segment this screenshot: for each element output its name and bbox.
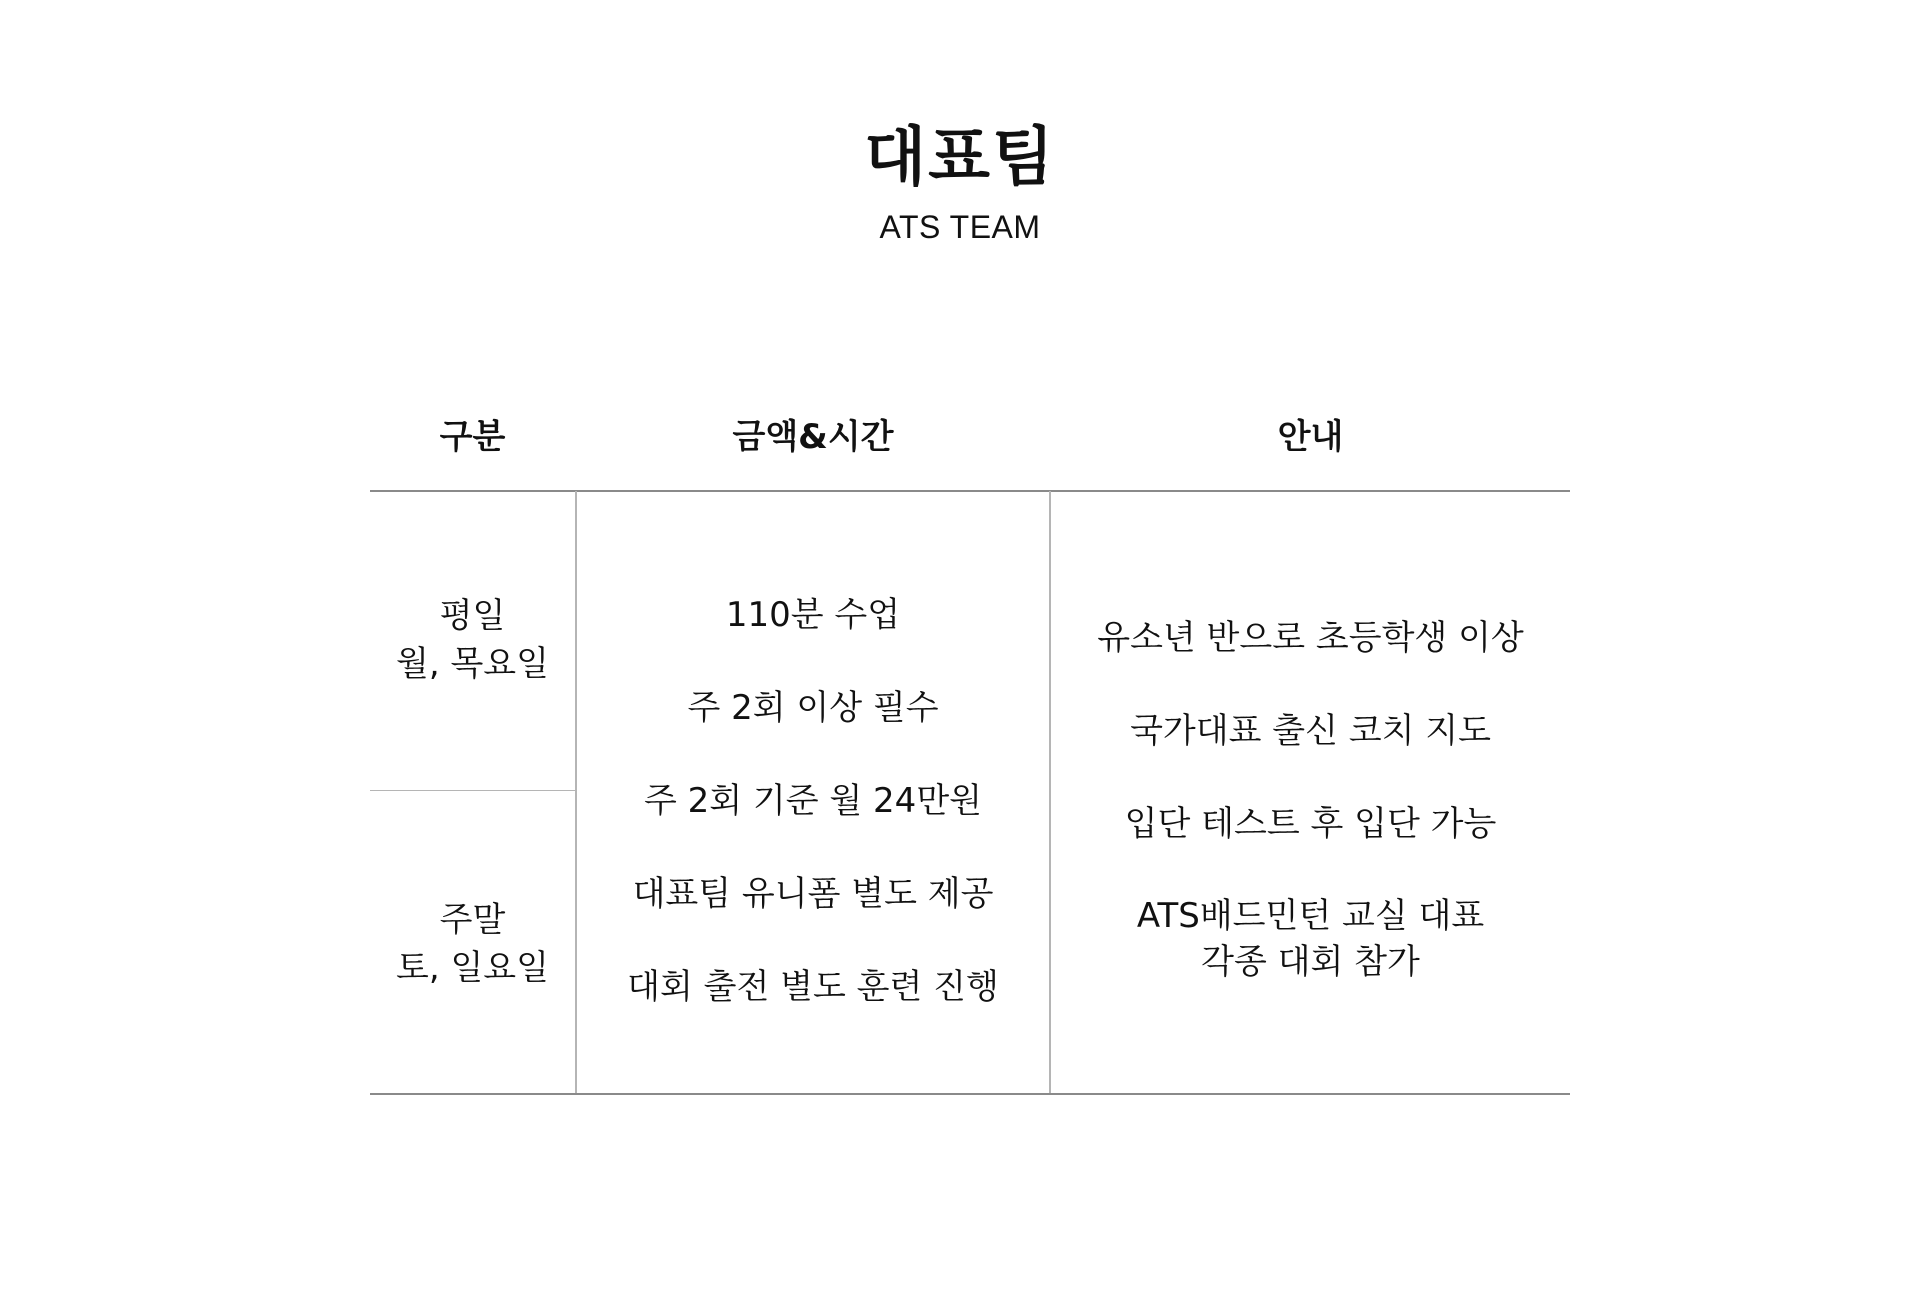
category-weekend-label: 주말 — [439, 900, 506, 940]
category-weekend — [370, 896, 575, 992]
category-weekday — [370, 592, 575, 688]
table-bottom-divider — [370, 1093, 1570, 1095]
list-item: 대회 출전 별도 훈련 진행 — [627, 967, 999, 1007]
column-header-price-time: 금액&시간 — [732, 417, 894, 457]
info-list — [1051, 592, 1570, 985]
page-subtitle: ATS TEAM — [879, 209, 1041, 245]
list-item: ATS배드민턴 교실 대표 — [1136, 896, 1485, 936]
page-title: 대표팀 — [864, 121, 1056, 195]
list-item: 대표팀 유니폼 별도 제공 — [632, 874, 994, 914]
list-item: 유소년 반으로 초등학생 이상 — [1097, 618, 1524, 658]
list-item: 입단 테스트 후 입단 가능 — [1124, 804, 1497, 844]
price-time-list — [577, 569, 1049, 1034]
list-item: 110분 수업 — [725, 595, 901, 635]
column-header-info: 안내 — [1277, 417, 1344, 457]
category-weekend-days: 토, 일요일 — [396, 948, 549, 988]
table-header-divider — [370, 490, 1570, 492]
column-header-category: 구분 — [439, 417, 506, 457]
list-item: 주 2회 이상 필수 — [687, 688, 939, 728]
row-divider-category — [370, 790, 575, 791]
category-weekday-label: 평일 — [439, 596, 506, 636]
list-item: 주 2회 기준 월 24만원 — [643, 781, 983, 821]
list-item: 국가대표 출신 코치 지도 — [1130, 711, 1491, 751]
list-item: 각종 대회 참가 — [1201, 942, 1420, 982]
category-weekday-days: 월, 목요일 — [396, 644, 549, 684]
